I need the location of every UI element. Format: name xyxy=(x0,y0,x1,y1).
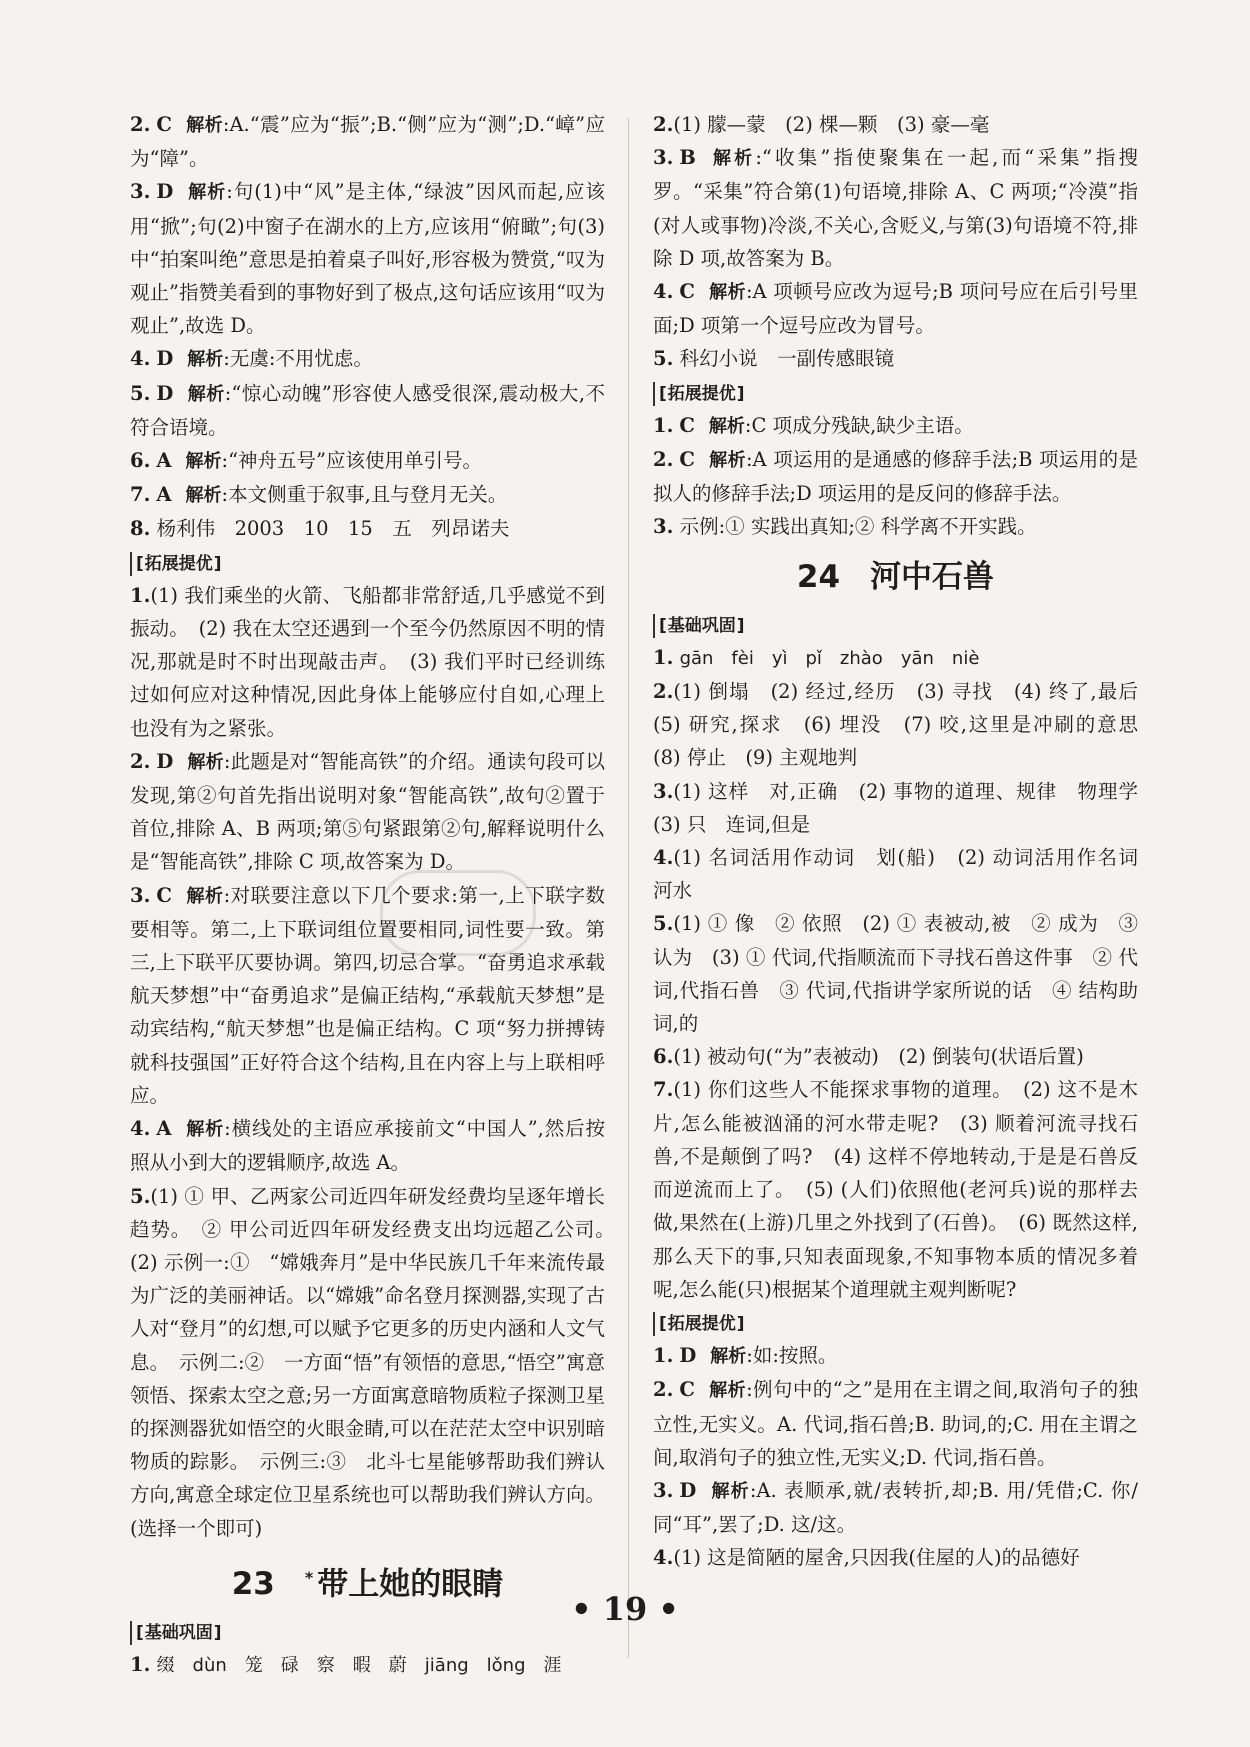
column-divider xyxy=(628,118,629,1658)
section-tag: [ 拓展提优 ] xyxy=(130,552,226,576)
answer-item: 3. B 解析:“收集”指使聚集在一起,而“采集”指搜罗。“采集”符合第(1)句语境,排除 A、C 两项;“冷漠”指(对人或事物)冷淡,不关心,含贬义,与第(3)句语境不符,排除 D 项,故答案为 B。 xyxy=(653,146,1138,270)
answer-item: 5. D 解析:“惊心动魄”形容使人感受很深,震动极大,不符合语境。 xyxy=(130,381,606,439)
answer-item: 2. C 解析:A.“震”应为“振”;B.“侧”应为“测”;D.“嶂”应为“障”。 xyxy=(130,113,605,171)
section-tag: [ 拓展提优 ] xyxy=(653,382,749,406)
answer-item: 1. 缀 dùn 笼 碌 察 暇 蔚 jiāng lǒng 涯 xyxy=(130,1653,562,1677)
answer-item: 1. gān fèi yì pǐ zhào yān niè xyxy=(653,645,980,669)
answer-item: 6. A 解析:“神舟五号”应该使用单引号。 xyxy=(130,449,483,473)
answer-item: 2. C 解析:A 项运用的是通感的修辞手法;B 项运用的是拟人的修辞手法;D 项运用的是反问的修辞手法。 xyxy=(653,448,1138,506)
section-tag: [ 基础巩固 ] xyxy=(653,614,749,638)
answer-item: 5.(1) ① 甲、乙两家公司近四年研发经费均呈逐年增长趋势。 ② 甲公司近四年研发经费支出均远超乙公司。 (2) 示例一:① “嫦娥奔月”是中华民族几千年来流传最为广泛的美丽神话。以“嫦娥”命名登月探测器,实现了古人对“登月”的幻想,可以赋予它更多的历史内涵和人文气息。 示例二:② 一方面“悟”有领悟的意思,“悟空”寓意领悟、探索太空之意;另一方面寓意暗物质粒子探测卫星的探测器犹如悟空的火眼金睛,可以在茫茫太空中识别暗物质的踪影。 示例三:③ 北斗七星能够帮助我们辨认方向,寓意全球定位卫星系统也可以帮助我们辨认方向。(选择一个即可) xyxy=(130,1184,625,1540)
answer-item: 1.(1) 我们乘坐的火箭、飞船都非常舒适,几乎感觉不到振动。 (2) 我在太空还遇到一个至今仍然原因不明的情况,那就是时不时出现敲击声。 (3) 我们平时已经训练过如何应对这种情况,因此身体上能够应付自如,心理上也没有为之紧张。 xyxy=(130,583,605,740)
answer-item: 4. C 解析:A 项顿号应改为逗号;B 项问号应在后引号里面;D 项第一个逗号应改为冒号。 xyxy=(653,280,1138,338)
answer-item: 4. D 解析:无虞:不用忧虑。 xyxy=(130,347,373,371)
answer-item: 6.(1) 被动句(“为”表被动) (2) 倒装句(状语后置) xyxy=(653,1045,1084,1069)
section-tag: [ 拓展提优 ] xyxy=(653,1312,749,1336)
answer-item: 3. 示例:① 实践出真知;② 科学离不开实践。 xyxy=(653,515,1037,539)
answer-item: 2. D 解析:此题是对“智能高铁”的介绍。通读句段可以发现,第②句首先指出说明对象“智能高铁”,故句②置于首位,排除 A、B 两项;第⑤句紧跟第②句,解释说明什么是“智能高铁”,排除 C 项,故答案为 D。 xyxy=(130,749,606,874)
page-number: • 19 • xyxy=(571,1590,679,1628)
watermark-stamp xyxy=(380,870,536,956)
answer-item: 5.(1) ① 像 ② 依照 (2) ① 表被动,被 ② 成为 ③ 认为 (3) ① 代词,代指顺流而下寻找石兽这件事 ② 代词,代指石兽 ③ 代词,代指讲学家所说的话 ④ 结构助词,的 xyxy=(653,912,1138,1036)
page-number-value: 19 xyxy=(602,1590,648,1628)
answer-item: 1. D 解析:如:按照。 xyxy=(653,1344,838,1368)
answer-item: 5. 科幻小说 一副传感眼镜 xyxy=(653,347,895,371)
answer-item: 4.(1) 名词活用作动词 划(船) (2) 动词活用作名词 河水 xyxy=(653,846,1158,903)
answer-item: 4. A 解析:横线处的主语应承接前文“中国人”,然后按照从小到大的逻辑顺序,故选 A。 xyxy=(130,1117,605,1175)
answer-item: 1. C 解析:C 项成分残缺,缺少主语。 xyxy=(653,413,974,437)
answer-item: 3.(1) 这样 对,正确 (2) 事物的道理、规律 物理学 (3) 只 连词,但是 xyxy=(653,779,1158,836)
answer-item: 3. D 解析:A. 表顺承,就/表转折,却;B. 用/凭借;C. 你/同“耳”,罢了;D. 这/这。 xyxy=(653,1478,1138,1537)
answer-item: 2. C 解析:例句中的“之”是用在主谓之间,取消句子的独立性,无实义。A. 代词,指石兽;B. 助词,的;C. 用在主谓之间,取消句子的独立性,无实义;D. 代词,指石兽。 xyxy=(653,1378,1139,1469)
lesson-title-23: 23 * 带上她的眼睛 xyxy=(231,1566,504,1603)
answer-item: 8. 杨利伟 2003 10 15 五 列昂诺夫 xyxy=(130,517,510,541)
answer-item: 2.(1) 朦—蒙 (2) 棵—颗 (3) 豪—毫 xyxy=(653,113,990,136)
section-tag: [ 基础巩固 ] xyxy=(130,1621,226,1645)
answer-item: 3. D 解析:句(1)中“风”是主体,“绿波”因风而起,应该用“掀”;句(2)中窗子在湖水的上方,应该用“俯瞰”;句(3)中“拍案叫绝”意思是拍着桌子叫好,形容极为赞赏,“叹为观止”指赞美看到的事物好到了极点,这句话应该用“叹为观止”,故选 D。 xyxy=(130,180,606,338)
answer-item: 3. C 解析:对联要注意以下几个要求:第一,上下联字数要相等。第二,上下联词组位置要相同,词性要一致。第三,上下联平仄要协调。第四,切忌合掌。“奋勇追求承载航天梦想”中“奋勇追求”是偏正结构,“承载航天梦想”是动宾结构,“航天梦想”也是偏正结构。C 项“努力拼搏铸就科技强国”正好符合这个结构,且在内容上与上联相呼应。 xyxy=(130,883,606,1107)
answer-item: 7. A 解析:本文侧重于叙事,且与登月无关。 xyxy=(130,483,508,507)
answer-item: 2.(1) 倒塌 (2) 经过,经历 (3) 寻找 (4) 终了,最后 (5) 研究,探求 (6) 埋没 (7) 咬,这里是冲刷的意思 (8) 停止 (9) 主观地判 xyxy=(653,680,1158,770)
lesson-title-24: 24 河中石兽 xyxy=(796,558,995,595)
right-column xyxy=(653,108,1158,1575)
answer-item: 4.(1) 这是简陋的屋舍,只因我(住屋的人)的品德好 xyxy=(653,1546,1080,1570)
answer-item: 7.(1) 你们这些人不能探求事物的道理。 (2) 这不是木片,怎么能被汹涌的河水带走呢? (3) 顺着河流寻找石兽,不是颠倒了吗? (4) 这样不停地转动,于是是石兽反而逆流而上了。 (5) (人们)依照他(老河兵)说的那样去做,果然在(上游)几里之外找到了(石兽)。 (6) 既然这样,那么天下的事,只知表面现象,不知事物本质的情况多着呢,怎么能(只)根据某个道理就主观判断呢? xyxy=(653,1078,1138,1301)
